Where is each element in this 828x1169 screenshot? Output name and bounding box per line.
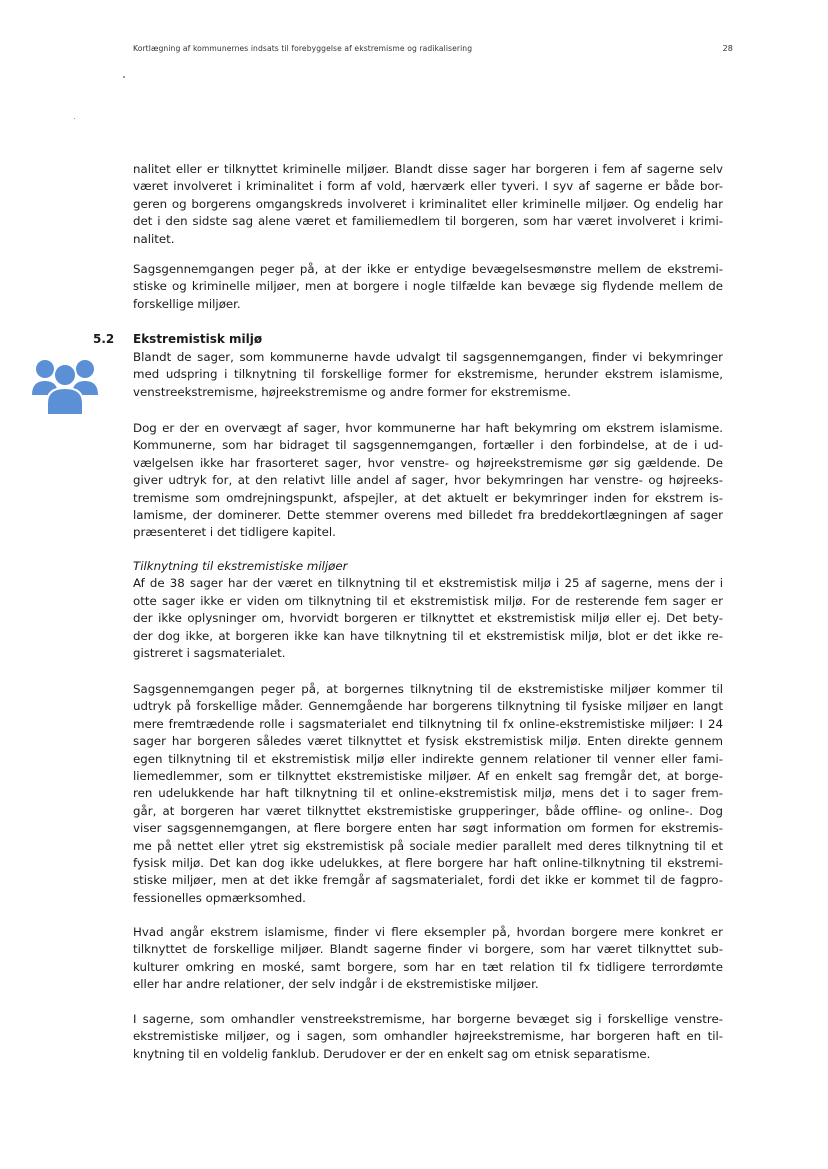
text-line: Hvad angår ekstrem islamisme, finder vi flere eksempler på, hvordan borgere mere konkret er bbox=[133, 925, 723, 939]
text-line: I sagerne, som omhandler venstreekstremisme, har borgerne bevæget sig i forskellige venstre- bbox=[133, 1012, 723, 1026]
text-line: fessionelles opmærksomhed. bbox=[133, 890, 306, 905]
text-line: stiske miljøer, men at det ikke fremgår af sagsmaterialet, fordi det ikke er kommet til de fagpro- bbox=[133, 873, 723, 888]
paragraph-islamism-examples bbox=[133, 924, 727, 994]
text-line: går, at borgeren har været tilknyttet ekstremistiske grupperinger, både offline- og online-. Dog bbox=[133, 803, 723, 818]
text-line: giver udtryk for, at den relativt lille andel af sager, hvor bekymringen har venstre- og højreeks- bbox=[133, 473, 723, 488]
subheading: Tilknytning til ekstremistiske miljøer bbox=[133, 559, 348, 573]
paragraph-left-right bbox=[133, 1011, 727, 1063]
text-line: der dog ikke, at borgeren ikke kan have tilknytning til et ekstremistisk miljø, blot er det ikke re- bbox=[133, 628, 723, 643]
paragraph-attachment bbox=[133, 558, 727, 662]
text-line: mere fremtrædende rolle i sagsmaterialet end tilknytning til fx online-ekstremistiske miljøer: I 24 bbox=[133, 716, 723, 731]
text-line: udtryk på forskellige måder. Gennemgående har borgerens tilknytning til fysiske miljøer en langt bbox=[133, 699, 723, 714]
text-line: Sagsgennemgangen peger på, at borgernes tilknytning til de ekstremistiske miljøer kommer til bbox=[133, 682, 723, 696]
text-line: viser sagsgennemgangen, at flere borgere enten har søgt information om formen for ekstremis- bbox=[133, 821, 723, 836]
text-line: Dog er der en overvægt af sager, hvor kommunerne har haft bekymring om ekstrem islamisme. bbox=[133, 421, 723, 435]
text-line: ekstremistiske miljøer, og i sagen, som omhandler højreekstremisme, har borgeren haft en til- bbox=[133, 1029, 723, 1044]
text-line: liemedlemmer, som er tilknyttet ekstremistiske miljøer. Af en enkelt sag fremgår det, at borge- bbox=[133, 769, 723, 784]
text-line: lamisme, der dominerer. Dette stemmer overens med billedet fra breddekortlægningen af sager bbox=[133, 508, 723, 523]
text-line: tremisme som omdrejningspunkt, afspejler, at det aktuelt er bekymringer inden for ekstrem is- bbox=[133, 490, 723, 505]
text-line: vælgelsen ikke har frasorteret sager, hvor venstre- og højreekstremisme gør sig gældende. De bbox=[133, 455, 723, 470]
text-line: været involveret i kriminalitet i form af vold, hærværk eller tyveri. I syv af sagerne er både bor- bbox=[133, 179, 723, 194]
text-line: eller har andre relationer, der selv indgår i de ekstremistiske miljøer. bbox=[133, 977, 539, 992]
text-line: egen tilknytning til et ekstremistisk miljø eller indirekte gennem relationer til venner eller fami- bbox=[133, 751, 723, 766]
text-line: Kommunerne, som har bidraget til sagsgennemgangen, fortæller i den forbindelse, at de i ud- bbox=[133, 438, 723, 453]
text-line: nalitet eller er tilknyttet kriminelle miljøer. Blandt disse sager har borgeren i fem af sagerne selv bbox=[133, 162, 723, 176]
text-line: fysisk miljø. Det kan dog ikke udelukkes, at flere borgere har haft online-tilknytning til ekstremi- bbox=[133, 856, 723, 871]
paragraph-extremism-forms bbox=[133, 349, 727, 401]
text-line: kulturer omkring en moské, samt borgere, som har en tæt relation til fx tidligere terrordømte bbox=[133, 959, 723, 974]
people-group-icon bbox=[32, 355, 98, 415]
text-line: venstreekstremisme, højreekstremisme og andre former for ekstremisme. bbox=[133, 384, 571, 399]
text-line: gistreret i sagsmaterialet. bbox=[133, 646, 286, 661]
text-line: me på nettet eller ytret sig ekstremistisk på sociale medier parallelt med deres tilknytning til et bbox=[133, 838, 723, 853]
text-line: otte sager ikke er viden om tilknytning til et ekstremistisk miljø. For de resterende fem sager er bbox=[133, 593, 723, 608]
paragraph-intro bbox=[133, 161, 727, 248]
scan-speck bbox=[123, 76, 125, 78]
paragraph-movement-patterns bbox=[133, 261, 727, 313]
text-line: knytning til en voldelig fanklub. Derudover er der en enkelt sag om etnisk separatisme. bbox=[133, 1046, 651, 1061]
paragraph-islamism-overweight bbox=[133, 420, 727, 542]
text-line: nalitet. bbox=[133, 231, 175, 246]
running-header-title: Kortlægning af kommunernes indsats til forebyggelse af ekstremisme og radikalisering bbox=[133, 44, 473, 53]
paragraph-physical-online bbox=[133, 681, 727, 907]
text-line: stiske og kriminelle miljøer, men at borgere i nogle tilfælde kan bevæge sig flydende mellem de bbox=[133, 279, 723, 294]
section-number: 5.2 bbox=[93, 332, 115, 346]
text-line: med udspring i tilknytning til forskellige former for ekstremisme, herunder ekstrem islamisme, bbox=[133, 367, 723, 382]
text-line: forskellige miljøer. bbox=[133, 296, 241, 311]
page-number: 28 bbox=[722, 44, 733, 53]
section-title: Ekstremistisk miljø bbox=[133, 332, 263, 346]
text-line: Blandt de sager, som kommunerne havde udvalgt til sagsgennemgangen, finder vi bekymringer bbox=[133, 350, 723, 364]
text-line: tilknyttet de forskellige miljøer. Blandt sagerne finder vi borgere, som har været tilknyttet sub- bbox=[133, 942, 723, 957]
text-line: geren og borgerens omgangskreds involveret i kriminalitet eller kriminelle miljøer. Og endelig har bbox=[133, 196, 723, 211]
text-line: der ikke oplysninger om, hvorvidt borgeren er tilknyttet et ekstremistisk miljø eller ej. Det bety- bbox=[133, 611, 723, 626]
text-line: præsenteret i det tidligere kapitel. bbox=[133, 525, 336, 540]
page-header bbox=[133, 44, 733, 58]
text-line: Af de 38 sager har der været en tilknytning til et ekstremistisk miljø i 25 af sagerne, mens der i bbox=[133, 576, 723, 591]
text-line: ren udelukkende har haft tilknytning til et online-ekstremistisk miljø, mens det i to sager frem- bbox=[133, 786, 723, 801]
text-line: det i den sidste sag alene været et familiemedlem til borgeren, som har været involveret i krimi- bbox=[133, 214, 723, 229]
text-line: Sagsgennemgangen peger på, at der ikke er entydige bevægelsesmønstre mellem de ekstremi- bbox=[133, 262, 723, 276]
text-line: sager har borgeren således været tilknyttet et fysisk ekstremistisk miljø. Enten direkte gennem bbox=[133, 734, 723, 749]
scan-speck bbox=[74, 118, 75, 119]
